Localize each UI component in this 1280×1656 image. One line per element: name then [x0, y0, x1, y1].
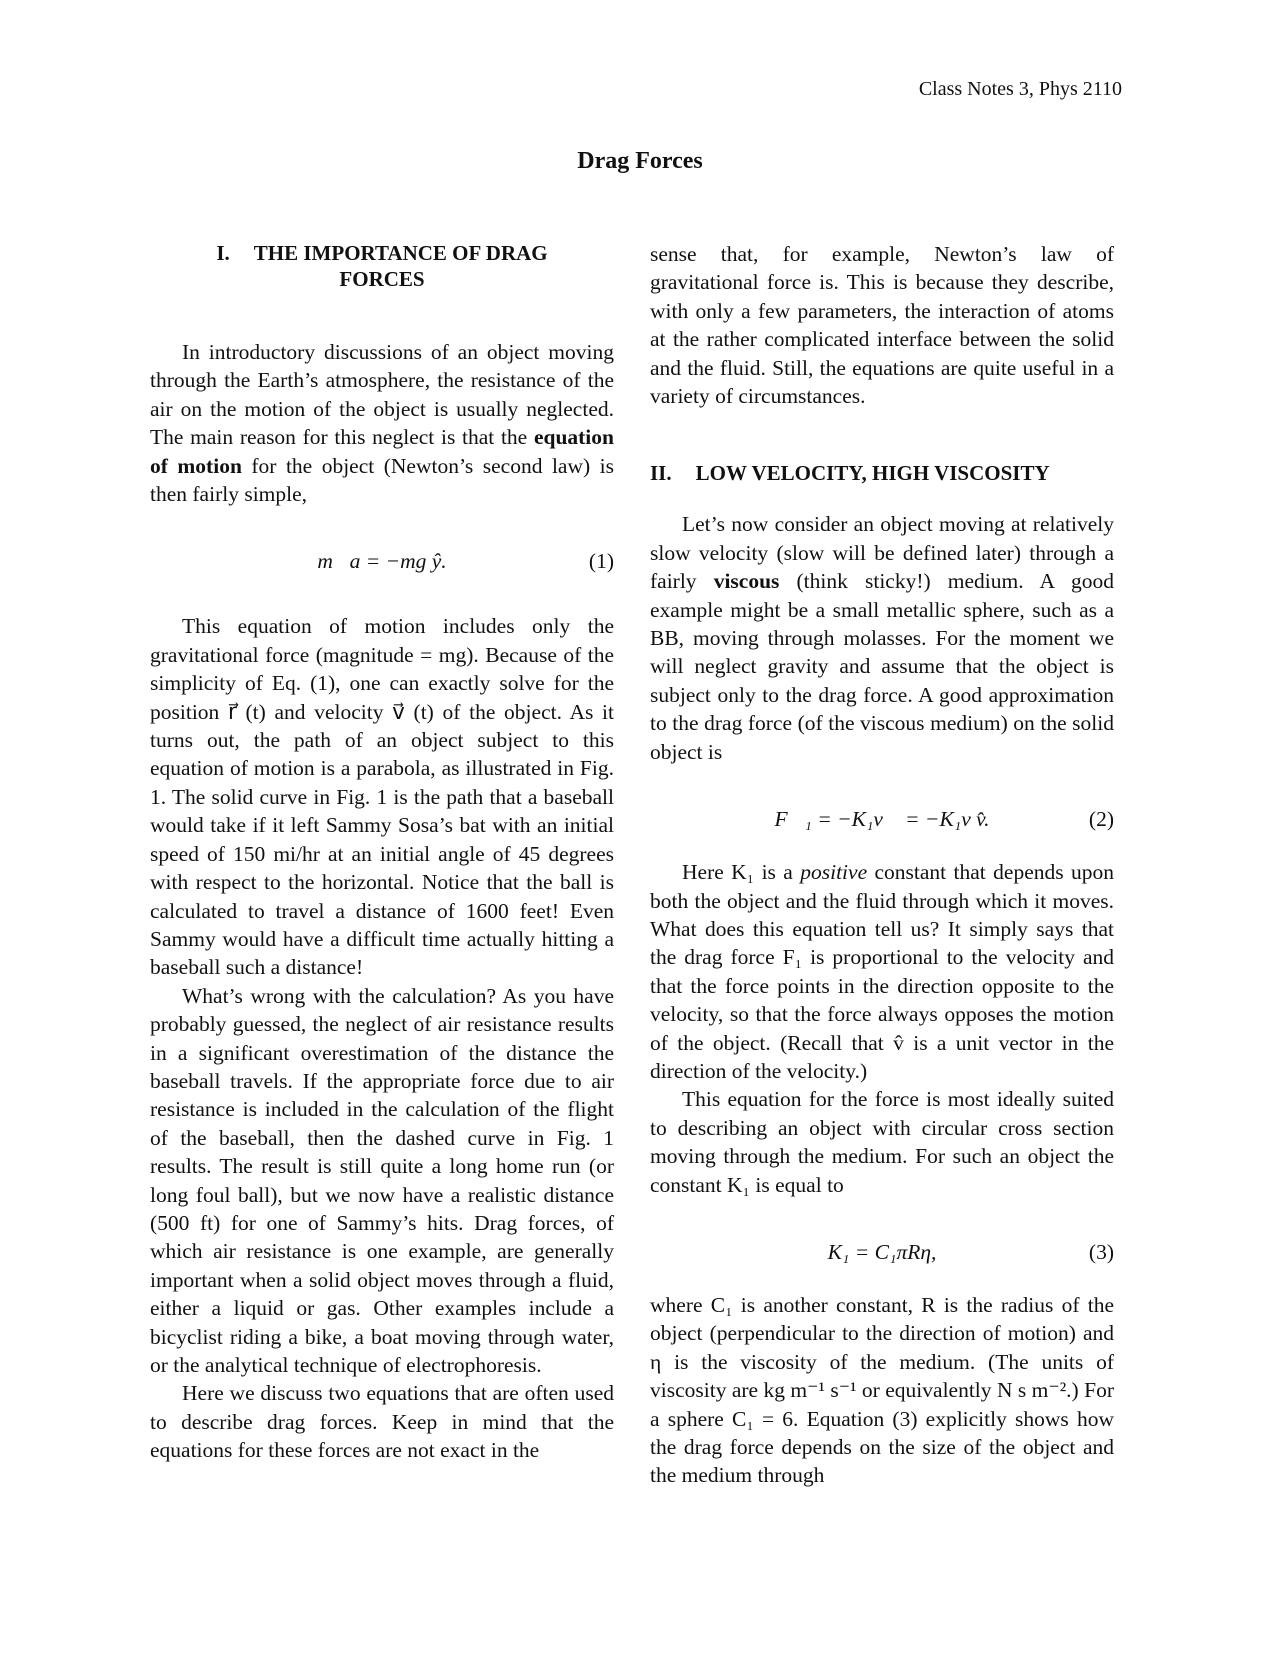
section-1-heading-line2: FORCES [339, 267, 425, 291]
equation-1-number: (1) [588, 549, 614, 574]
section-1-paragraph-3: What’s wrong with the calculation? As you have probably guessed, the neglect of air resistance results in a significant overestimation of the distance the baseball travels. If the appropriate force due to air resistance is included in the calculation of the flight of the baseball, then the dashed curve in Fig. 1 results. The result is still quite a long home run (or long foul ball), but we now have a realistic distance (500 ft) for one of Sammy’s hits. Drag forces, of which air resistance is one example, are generally important when a solid object moves through a fluid, either a liquid or gas. Other examples include a bicyclist riding a bike, a boat moving through water, or the analytical technique of electrophoresis. [150, 983, 614, 1377]
section-1-numeral: I. [216, 241, 230, 265]
italic-term: positive [800, 860, 868, 885]
paragraph-text: for the object (Newton’s second law) is then fairly simple, [150, 453, 614, 507]
section-2-paragraph-1 [650, 510, 1114, 766]
section-1-paragraph-4: Here we discuss two equations that are often used to describe drag forces. Keep in mind that the equations for these forces are not exact in the [150, 1381, 614, 1463]
section-1-paragraph-2: This equation of motion includes only the gravitational force (magnitude = mg). Because of the simplicity of Eq. (1), one can exactly solve for the position r⃗ (t) and velocity v⃗ (t) of the object. As it turns out, the path of an object subject to this equation of motion is a parabola, as illustrated in Fig. 1. The solid curve in Fig. 1 is the path that a baseball would take if it left Sammy Sosa’s bat with an initial speed of 150 mi/hr at an initial angle of 45 degrees with respect to the horizontal. Notice that the ball is calculated to travel a distance of 1600 feet! Even Sammy would have a difficult time actually hitting a baseball such a distance! [150, 614, 614, 980]
paragraph-text: In introductory discussions of an object moving through the Earth’s atmosphere, the resistance of the air on the motion of the object is usually neglected. The main reason for this neglect is that the [150, 340, 614, 450]
bold-term: viscous [713, 569, 780, 594]
section-2-paragraph-4: where C₁ is another constant, R is the radius of the object (perpendicular to the direction of motion) and η is the viscosity of the medium. (The units of viscosity are kg m⁻¹ s⁻¹ or equivalently N s m⁻².) For a sphere C₁ = 6. Equation (3) explicitly shows how the drag force depends on the size of the object and the medium through [650, 1292, 1114, 1488]
equation-3-number: (3) [1088, 1239, 1114, 1264]
paragraph-text: (think sticky!) medium. A good example might be a small metallic sphere, such as a BB, moving through molasses. For the moment we will neglect gravity and assume that the object is subject only to the drag force. A good approximation to the drag force (of the viscous medium) on the solid object is [650, 569, 1115, 764]
section-1-heading [150, 240, 614, 292]
equation-2-expression: F⃗₁ = −K₁v⃗ = −K₁v v̂. [774, 807, 990, 832]
paragraph-text: Here K₁ is a [682, 860, 801, 885]
bold-term: equation of motion [150, 425, 614, 478]
right-column [650, 240, 1114, 1490]
equation-3 [650, 1237, 1114, 1267]
right-column-continuation: sense that, for example, Newton’s law of gravitational force is. This is because they describe, with only a few parameters, the interaction of atoms at the rather complicated interface between the solid and the fluid. Still, the equations are quite useful in a variety of circumstances. [650, 242, 1114, 409]
running-head: Class Notes 3, Phys 2110 [918, 78, 1122, 100]
section-2-paragraph-3: This equation for the force is most ideally suited to describing an object with circular cross section moving through the medium. For such an object the constant K₁ is equal to [650, 1087, 1114, 1197]
equation-1 [150, 546, 614, 576]
section-1-paragraph-1 [150, 338, 614, 508]
document-title: Drag Forces [577, 148, 703, 174]
equation-2 [650, 804, 1114, 834]
section-2-paragraph-2 [650, 858, 1114, 1085]
equation-3-expression: K₁ = C₁πRη, [827, 1239, 937, 1264]
section-1-heading-line1: THE IMPORTANCE OF DRAG [253, 241, 548, 265]
section-2-numeral: II. [650, 461, 672, 486]
equation-1-expression: m⃗a = −mg ŷ. [317, 549, 447, 574]
paragraph-text: Let’s now consider an object moving at relatively slow velocity (slow will be defined later) through a fairly [650, 512, 1114, 594]
section-2-heading-text: LOW VELOCITY, HIGH VISCOSITY [695, 461, 1050, 486]
left-column [150, 240, 614, 1465]
paragraph-text: constant that depends upon both the object and the fluid through which it moves. What does this equation tell us? It simply says that the drag force F₁ is proportional to the velocity and that the force points in the direction opposite to the velocity, so that the force always opposes the motion of the object. (Recall that v̂ is a unit vector in the direction of the velocity.) [650, 860, 1114, 1083]
equation-2-number: (2) [1088, 807, 1114, 832]
section-2-heading [650, 460, 1114, 486]
